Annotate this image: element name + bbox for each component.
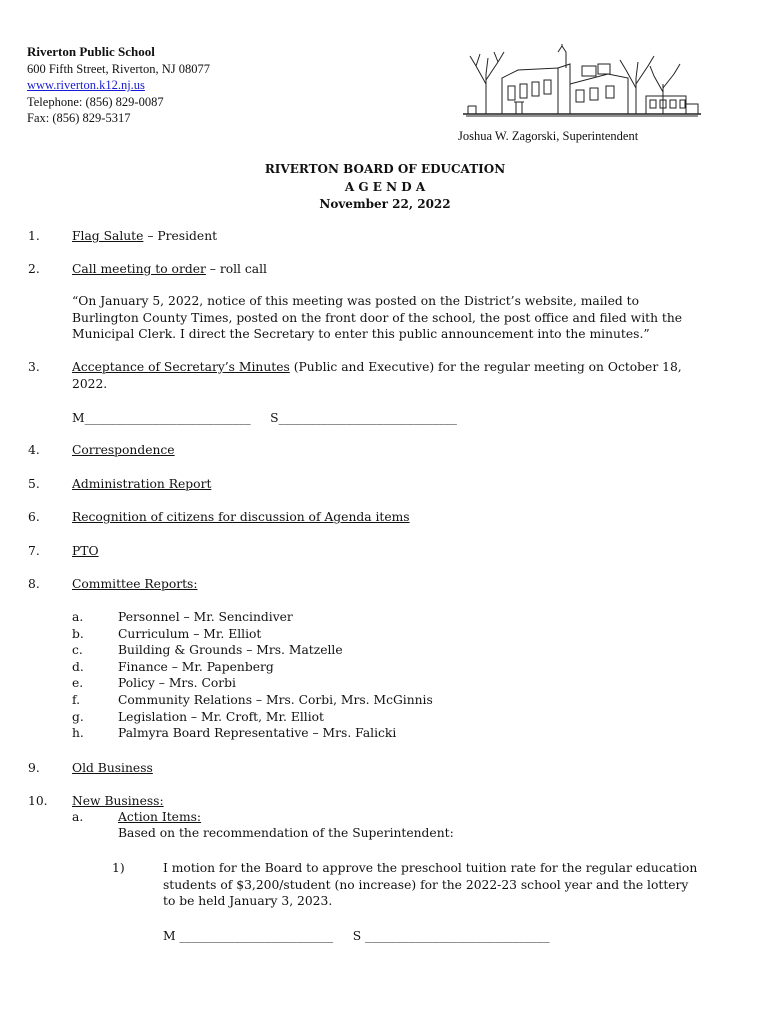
committee-letter: c. — [72, 643, 83, 657]
sub-item-letter: a. — [72, 810, 84, 824]
motion-second-line: M _________________________ S ______________________________ — [163, 929, 550, 943]
item-number: 9. — [28, 761, 40, 775]
agenda-item-new-business: New Business: — [72, 794, 164, 808]
committee-item: Legislation – Mr. Croft, Mr. Elliot — [118, 709, 324, 724]
item-detail: – President — [143, 229, 218, 243]
committee-item: Curriculum – Mr. Elliot — [118, 626, 262, 641]
superintendent-name: Joshua W. Zagorski, Superintendent — [458, 129, 639, 143]
meeting-date: November 22, 2022 — [319, 197, 451, 211]
website-link[interactable]: www.riverton.k12.nj.us — [27, 78, 145, 92]
committee-item: Policy – Mrs. Corbi — [118, 676, 236, 690]
item-number: 3. — [28, 360, 40, 374]
motion-line: students of $3,200/student (no increase) for the 2022-23 school year and the lottery — [163, 877, 689, 892]
notice-line: Burlington County Times, posted on the front door of the school, the post office and filed with the — [72, 310, 683, 325]
school-name: Riverton Public School — [27, 44, 155, 59]
committee-item: Personnel – Mr. Sencindiver — [118, 610, 293, 624]
item-number: 5. — [28, 477, 40, 491]
action-items-heading: Action Items: — [118, 810, 202, 824]
motion-number: 1) — [112, 861, 125, 875]
agenda-item-pto: PTO — [72, 544, 99, 558]
committee-item: Finance – Mr. Papenberg — [118, 659, 274, 674]
agenda-item-administration-report: Administration Report — [72, 477, 212, 491]
item-number: 8. — [28, 577, 40, 591]
motion-line: I motion for the Board to approve the preschool tuition rate for the regular education — [163, 861, 698, 875]
agenda-item-minutes — [72, 359, 682, 392]
meeting-notice — [72, 293, 682, 343]
letterhead — [27, 44, 210, 127]
item-number: 6. — [28, 510, 40, 524]
agenda-item-committee-reports: Committee Reports: — [72, 577, 198, 591]
committee-letter: g. — [72, 709, 84, 724]
item-title: Flag Salute — [72, 229, 144, 243]
committee-item: Community Relations – Mrs. Corbi, Mrs. McGinnis — [118, 693, 433, 707]
agenda-heading: A G E N D A — [344, 179, 426, 194]
motion-second-line: M___________________________ S_____________________________ — [72, 411, 457, 425]
agenda-item-flag-salute — [72, 228, 217, 245]
committee-letter: a. — [72, 610, 84, 624]
committee-letter: f. — [72, 693, 81, 707]
item-number: 7. — [28, 544, 40, 558]
committee-letter: d. — [72, 659, 84, 674]
school-sketch-logo — [458, 44, 706, 120]
item-title: Acceptance of Secretary’s Minutes — [72, 360, 290, 374]
agenda-title-block — [0, 161, 770, 214]
item-number: 1. — [28, 229, 40, 243]
motion-line: to be held January 3, 2023. — [163, 894, 333, 908]
item-number: 10. — [28, 794, 48, 808]
motion-text — [163, 860, 697, 910]
agenda-item-recognition: Recognition of citizens for discussion of Agenda items — [72, 510, 410, 524]
agenda-item-correspondence: Correspondence — [72, 443, 175, 457]
item-detail: (Public and Executive) for the regular meeting on October 18, — [289, 360, 682, 374]
board-title: RIVERTON BOARD OF EDUCATION — [264, 162, 506, 176]
action-items-description: Based on the recommendation of the Superintendent: — [118, 826, 454, 840]
agenda-item-call-to-order — [72, 261, 267, 278]
committee-letter: e. — [72, 676, 84, 690]
school-address: 600 Fifth Street, Riverton, NJ 08077 — [27, 61, 210, 76]
item-detail-cont: 2022. — [72, 376, 108, 391]
committee-letter: h. — [72, 726, 84, 740]
fax: Fax: (856) 829-5317 — [27, 111, 131, 125]
item-detail: – roll call — [205, 262, 267, 276]
item-title: Call meeting to order — [72, 262, 206, 276]
telephone: Telephone: (856) 829-0087 — [27, 94, 164, 109]
notice-line: “On January 5, 2022, notice of this meeting was posted on the District’s website, mailed to — [72, 294, 640, 308]
committee-item: Building & Grounds – Mrs. Matzelle — [118, 643, 343, 657]
committee-item: Palmyra Board Representative – Mrs. Falicki — [118, 726, 397, 740]
committee-letter: b. — [72, 626, 84, 641]
agenda-item-old-business: Old Business — [72, 761, 153, 775]
notice-line: Municipal Clerk. I direct the Secretary to enter this public announcement into the minutes.” — [72, 327, 650, 341]
item-number: 4. — [28, 443, 40, 457]
item-number: 2. — [28, 262, 40, 276]
